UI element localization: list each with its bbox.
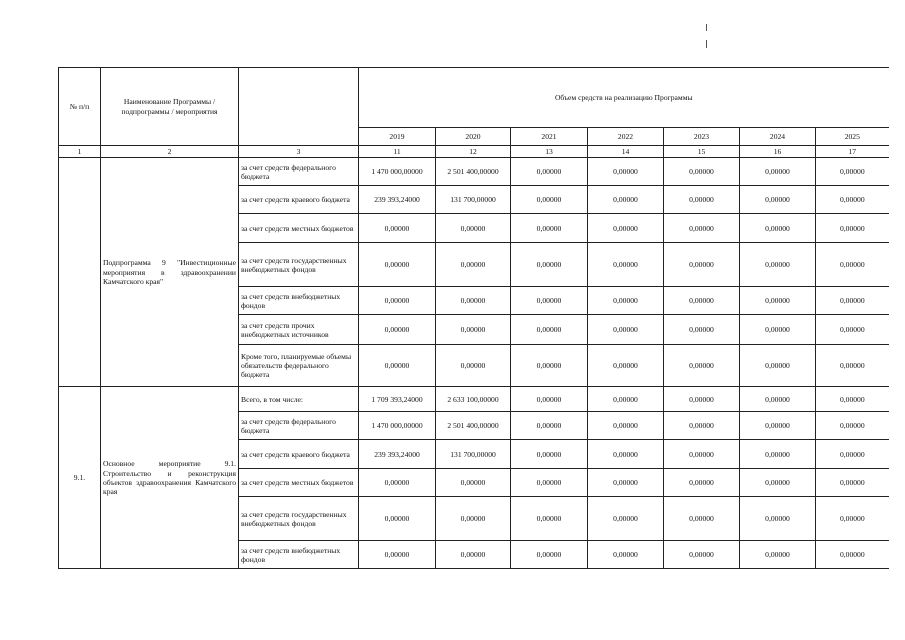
funding-source: за счет средств краевого бюджета (239, 440, 359, 469)
amount-cell: 0,00000 (359, 469, 436, 497)
column-index: 17 (816, 146, 889, 158)
amount-cell: 0,00000 (511, 158, 588, 186)
column-index: 2 (101, 146, 239, 158)
amount-cell: 0,00000 (359, 541, 436, 569)
funding-source: за счет средств государственных внебюджетных фондов (239, 497, 359, 541)
column-header-name: Наименование Программы / подпрограммы / мероприятия (101, 68, 239, 146)
amount-cell: 0,00000 (664, 287, 740, 315)
amount-cell: 0,00000 (816, 440, 889, 469)
amount-cell: 2 501 400,00000 (436, 158, 511, 186)
funding-source: Всего, в том числе: (239, 387, 359, 412)
column-index: 15 (664, 146, 740, 158)
funding-source: Кроме того, планируемые объемы обязательств федерального бюджета (239, 345, 359, 387)
amount-cell: 0,00000 (664, 158, 740, 186)
amount-cell: 0,00000 (816, 287, 889, 315)
amount-cell: 0,00000 (588, 243, 664, 287)
amount-cell: 0,00000 (511, 186, 588, 214)
amount-cell: 0,00000 (664, 214, 740, 243)
amount-cell: 0,00000 (740, 440, 816, 469)
amount-cell: 0,00000 (511, 387, 588, 412)
amount-cell: 131 700,00000 (436, 440, 511, 469)
amount-cell: 1 709 393,24000 (359, 387, 436, 412)
amount-cell: 0,00000 (436, 315, 511, 345)
amount-cell: 0,00000 (436, 541, 511, 569)
amount-cell: 0,00000 (588, 158, 664, 186)
amount-cell: 131 700,00000 (436, 186, 511, 214)
amount-cell: 0,00000 (740, 287, 816, 315)
amount-cell: 0,00000 (740, 214, 816, 243)
amount-cell: 0,00000 (664, 469, 740, 497)
amount-cell: 0,00000 (511, 440, 588, 469)
amount-cell: 0,00000 (588, 541, 664, 569)
amount-cell: 0,00000 (816, 158, 889, 186)
amount-cell: 0,00000 (588, 440, 664, 469)
event-name: Основное мероприятие 9.1. Строительство и реконструкция объектов здравоохранения Камчатского края (101, 387, 239, 569)
amount-cell: 0,00000 (664, 541, 740, 569)
amount-cell: 0,00000 (816, 387, 889, 412)
amount-cell: 0,00000 (511, 243, 588, 287)
year-header: 2024 (740, 128, 816, 146)
year-header: 2020 (436, 128, 511, 146)
amount-cell: 0,00000 (511, 541, 588, 569)
funding-source: за счет средств прочих внебюджетных источников (239, 315, 359, 345)
amount-cell: 0,00000 (740, 541, 816, 569)
amount-cell: 1 470 000,00000 (359, 412, 436, 440)
program-name: Подпрограмма 9 "Инвестиционные мероприятия в здравоохранении Камчатского края" (101, 158, 239, 387)
table-row (59, 158, 889, 186)
amount-cell: 0,00000 (511, 497, 588, 541)
page-margin-mark (706, 24, 707, 31)
amount-cell: 0,00000 (359, 287, 436, 315)
column-index: 3 (239, 146, 359, 158)
amount-cell: 0,00000 (664, 315, 740, 345)
amount-cell: 0,00000 (816, 497, 889, 541)
amount-cell: 0,00000 (359, 345, 436, 387)
amount-cell: 239 393,24000 (359, 440, 436, 469)
row-number: 9.1. (59, 387, 101, 569)
amount-cell: 0,00000 (816, 541, 889, 569)
amount-cell: 0,00000 (511, 214, 588, 243)
column-index: 16 (740, 146, 816, 158)
amount-cell: 1 470 000,00000 (359, 158, 436, 186)
funding-source: за счет средств местных бюджетов (239, 214, 359, 243)
funding-source: за счет средств федерального бюджета (239, 412, 359, 440)
column-index: 12 (436, 146, 511, 158)
funding-source: за счет средств федерального бюджета (239, 158, 359, 186)
amount-cell: 0,00000 (588, 287, 664, 315)
amount-cell: 0,00000 (359, 315, 436, 345)
amount-cell: 0,00000 (740, 243, 816, 287)
amount-cell: 0,00000 (588, 497, 664, 541)
column-header-volume: Объем средств на реализацию Программы (359, 68, 889, 128)
amount-cell: 0,00000 (436, 345, 511, 387)
amount-cell: 0,00000 (664, 497, 740, 541)
amount-cell: 0,00000 (740, 387, 816, 412)
amount-cell: 0,00000 (664, 243, 740, 287)
amount-cell: 2 501 400,00000 (436, 412, 511, 440)
amount-cell: 0,00000 (588, 315, 664, 345)
amount-cell: 0,00000 (816, 469, 889, 497)
column-index: 11 (359, 146, 436, 158)
amount-cell: 0,00000 (816, 412, 889, 440)
amount-cell: 0,00000 (588, 387, 664, 412)
column-index: 1 (59, 146, 101, 158)
amount-cell: 0,00000 (740, 469, 816, 497)
funding-source: за счет средств государственных внебюджетных фондов (239, 243, 359, 287)
year-header: 2025 (816, 128, 889, 146)
amount-cell: 0,00000 (588, 469, 664, 497)
table-row (59, 387, 889, 412)
column-index: 14 (588, 146, 664, 158)
amount-cell: 0,00000 (816, 345, 889, 387)
amount-cell: 0,00000 (511, 469, 588, 497)
budget-table (58, 67, 889, 569)
page-margin-mark (706, 40, 707, 48)
amount-cell: 0,00000 (816, 214, 889, 243)
year-header: 2021 (511, 128, 588, 146)
funding-source: за счет средств местных бюджетов (239, 469, 359, 497)
amount-cell: 0,00000 (740, 315, 816, 345)
amount-cell: 0,00000 (588, 412, 664, 440)
amount-cell: 0,00000 (740, 412, 816, 440)
row-number (59, 158, 101, 387)
amount-cell: 0,00000 (816, 315, 889, 345)
amount-cell: 0,00000 (436, 287, 511, 315)
funding-source: за счет средств внебюджетных фондов (239, 541, 359, 569)
year-header: 2022 (588, 128, 664, 146)
table-header-row (59, 68, 889, 128)
amount-cell: 2 633 100,00000 (436, 387, 511, 412)
column-header-source (239, 68, 359, 146)
amount-cell: 0,00000 (664, 387, 740, 412)
amount-cell: 0,00000 (588, 345, 664, 387)
amount-cell: 0,00000 (436, 497, 511, 541)
column-index-row (59, 146, 889, 158)
amount-cell: 0,00000 (740, 186, 816, 214)
funding-source: за счет средств краевого бюджета (239, 186, 359, 214)
amount-cell: 0,00000 (740, 345, 816, 387)
amount-cell: 0,00000 (359, 214, 436, 243)
amount-cell: 0,00000 (511, 412, 588, 440)
amount-cell: 0,00000 (436, 469, 511, 497)
column-index: 13 (511, 146, 588, 158)
amount-cell: 0,00000 (511, 287, 588, 315)
amount-cell: 0,00000 (664, 412, 740, 440)
amount-cell: 239 393,24000 (359, 186, 436, 214)
amount-cell: 0,00000 (664, 440, 740, 469)
amount-cell: 0,00000 (511, 315, 588, 345)
amount-cell: 0,00000 (588, 214, 664, 243)
amount-cell: 0,00000 (816, 186, 889, 214)
year-header: 2019 (359, 128, 436, 146)
amount-cell: 0,00000 (511, 345, 588, 387)
year-header: 2023 (664, 128, 740, 146)
amount-cell: 0,00000 (816, 243, 889, 287)
amount-cell: 0,00000 (359, 497, 436, 541)
funding-source: за счет средств внебюджетных фондов (239, 287, 359, 315)
amount-cell: 0,00000 (664, 345, 740, 387)
amount-cell: 0,00000 (740, 497, 816, 541)
amount-cell: 0,00000 (359, 243, 436, 287)
amount-cell: 0,00000 (588, 186, 664, 214)
amount-cell: 0,00000 (436, 243, 511, 287)
amount-cell: 0,00000 (740, 158, 816, 186)
column-header-number: № п/п (59, 68, 101, 146)
amount-cell: 0,00000 (436, 214, 511, 243)
amount-cell: 0,00000 (664, 186, 740, 214)
